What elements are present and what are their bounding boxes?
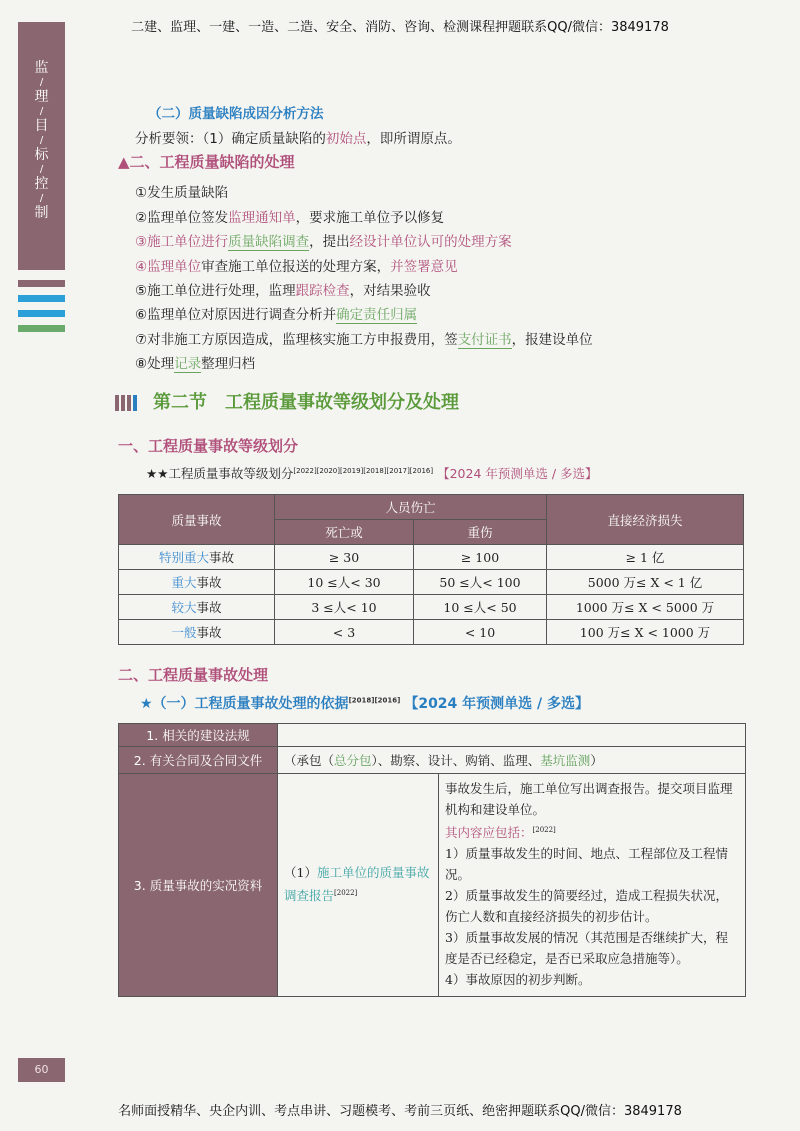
level-cell bbox=[119, 595, 275, 620]
level: 重大 bbox=[171, 575, 197, 590]
step-2 bbox=[135, 206, 444, 226]
level-cell bbox=[119, 545, 275, 570]
section-bars-icon bbox=[115, 395, 145, 411]
text: 整理归档 bbox=[201, 356, 256, 372]
section-title bbox=[115, 388, 459, 414]
table-row bbox=[119, 724, 746, 747]
sidebar-bar-3 bbox=[18, 310, 65, 317]
step-6 bbox=[135, 303, 417, 323]
text: ，即所谓原点。 bbox=[366, 131, 461, 147]
text: ⑧处理 bbox=[135, 356, 175, 372]
table-row bbox=[119, 620, 744, 645]
sidebar-char: 控 bbox=[34, 176, 49, 192]
keyword: 经设计单位认可的处理方案 bbox=[349, 234, 512, 250]
death-cell: < 3 bbox=[275, 620, 414, 645]
table-row bbox=[119, 570, 744, 595]
sidebar-char: 目 bbox=[34, 118, 49, 134]
col-casualty: 人员伤亡 bbox=[275, 495, 547, 520]
loss-cell: ≥ 1 亿 bbox=[547, 545, 744, 570]
text: ） bbox=[590, 753, 603, 768]
text: ，提出 bbox=[309, 234, 350, 250]
sidebar-bar-1 bbox=[18, 280, 65, 287]
step-5 bbox=[135, 279, 431, 299]
injury-cell: 50 ≤人< 100 bbox=[414, 570, 547, 595]
text: ⑦对非施工方原因造成，监理核实施工方申报费用，签 bbox=[135, 332, 458, 348]
keyword: 总分包 bbox=[334, 753, 372, 768]
level: 一般 bbox=[171, 625, 197, 640]
step-3 bbox=[135, 230, 512, 250]
text: ★★工程质量事故等级划分 bbox=[146, 466, 294, 481]
table-row bbox=[119, 595, 744, 620]
keyword: 质量缺陷调查 bbox=[228, 234, 310, 250]
text: ②监理单位签发 bbox=[135, 210, 229, 226]
grading-table bbox=[118, 494, 744, 645]
row-mid bbox=[278, 774, 439, 997]
step-1 bbox=[135, 181, 228, 201]
forecast: 【2024 年预测单选 / 多选】 bbox=[437, 466, 598, 481]
defect-analysis-line bbox=[135, 127, 461, 147]
loss-cell: 5000 万≤ X < 1 亿 bbox=[547, 570, 744, 595]
level-cell bbox=[119, 570, 275, 595]
detail-item: 2）质量事故发生的简要经过，造成工程损失状况，伤亡人数和直接经济损失的初步估计。 bbox=[445, 888, 728, 925]
sidebar-bar-4 bbox=[18, 325, 65, 332]
text: 分析要领：（1）确定质量缺陷的 bbox=[135, 131, 326, 147]
detail-intro: 事故发生后，施工单位写出调查报告。提交项目监理机构和建设单位。 bbox=[445, 781, 733, 817]
keyword: 基坑监测 bbox=[540, 753, 591, 768]
col-loss: 直接经济损失 bbox=[547, 495, 744, 545]
detail-item: 3）质量事故发展的情况（其范围是否继续扩大，程度是否已经稳定，是否已采取应急措施等）。 bbox=[445, 930, 728, 967]
section-title-text: 第二节 工程质量事故等级划分及处理 bbox=[153, 392, 459, 413]
text: ⑤施工单位进行处理，监理 bbox=[135, 283, 296, 299]
text: ★（一）工程质量事故处理的依据 bbox=[140, 696, 349, 712]
years: [2018][2016] bbox=[348, 696, 401, 705]
page-footer: 名师面授精华、央企内训、考点串讲、习题模考、考前三页纸、绝密押题联系QQ/微信：3849178 bbox=[118, 1104, 682, 1119]
injury-cell: ≥ 100 bbox=[414, 545, 547, 570]
table-row bbox=[119, 774, 746, 997]
chapter-sidebar bbox=[18, 22, 65, 270]
text: （1） bbox=[284, 865, 317, 881]
injury-cell: < 10 bbox=[414, 620, 547, 645]
text: ，对结果验收 bbox=[349, 283, 431, 299]
row-value bbox=[278, 724, 746, 747]
level: 较大 bbox=[171, 600, 197, 615]
keyword: 初始点 bbox=[325, 131, 367, 147]
row-label: 1. 相关的建设法规 bbox=[119, 724, 278, 747]
text: ，要求施工单位予以修复 bbox=[295, 210, 445, 226]
death-cell: 10 ≤人< 30 bbox=[275, 570, 414, 595]
suffix: 事故 bbox=[196, 575, 222, 590]
text: ，报建设单位 bbox=[511, 332, 593, 348]
level: 特别重大 bbox=[158, 550, 209, 565]
col-injury: 重伤 bbox=[414, 520, 547, 545]
loss-cell: 1000 万≤ X < 5000 万 bbox=[547, 595, 744, 620]
suffix: 事故 bbox=[196, 600, 222, 615]
grading-heading: 一、工程质量事故等级划分 bbox=[118, 437, 299, 455]
text: ⑥监理单位对原因进行调查分析并 bbox=[135, 307, 337, 323]
handling-table bbox=[118, 723, 746, 997]
text: ③施工单位进行 bbox=[135, 234, 229, 250]
text: 其内容应包括： bbox=[445, 825, 533, 841]
keyword: 确定责任归属 bbox=[336, 307, 418, 323]
step-7 bbox=[135, 328, 593, 348]
text: ④监理单位 bbox=[135, 259, 202, 275]
text: ）、勘察、设计、购销、监理、 bbox=[371, 753, 541, 768]
table-row bbox=[119, 747, 746, 774]
keyword: 支付证书 bbox=[457, 332, 512, 348]
years: [2022] bbox=[532, 826, 556, 834]
row-detail bbox=[439, 774, 746, 997]
keyword: 监理通知单 bbox=[228, 210, 296, 226]
sidebar-char: 制 bbox=[34, 205, 49, 221]
step-4 bbox=[135, 255, 458, 275]
page-number: 60 bbox=[18, 1058, 65, 1082]
years: [2022][2020][2019][2018][2017][2016] bbox=[293, 466, 434, 475]
keyword: 记录 bbox=[174, 356, 202, 372]
col-death: 死亡或 bbox=[275, 520, 414, 545]
defect-handling-heading: ▲二、工程质量缺陷的处理 bbox=[118, 153, 295, 171]
sidebar-char: 标 bbox=[34, 147, 49, 163]
sidebar-char: 监 bbox=[34, 60, 49, 76]
defect-analysis-heading: （二）质量缺陷成因分析方法 bbox=[148, 106, 324, 122]
keyword: 施工单位的质量事故调查报告 bbox=[284, 865, 430, 904]
sidebar-bar-2 bbox=[18, 295, 65, 302]
step-8 bbox=[135, 352, 255, 372]
text: 审查施工单位报送的处理方案， bbox=[201, 259, 391, 275]
text: （承包（ bbox=[284, 753, 335, 768]
forecast: 【2024 年预测单选 / 多选】 bbox=[404, 696, 590, 712]
sidebar-char: 理 bbox=[34, 89, 49, 105]
suffix: 事故 bbox=[196, 625, 222, 640]
level-cell bbox=[119, 620, 275, 645]
row-label: 2. 有关合同及合同文件 bbox=[119, 747, 278, 774]
loss-cell: 100 万≤ X < 1000 万 bbox=[547, 620, 744, 645]
suffix: 事故 bbox=[209, 550, 235, 565]
page-header: 二建、监理、一建、一造、二造、安全、消防、咨询、检测课程押题联系QQ/微信：3849178 bbox=[131, 20, 669, 35]
detail-item: 1）质量事故发生的时间、地点、工程部位及工程情况。 bbox=[445, 846, 728, 883]
text: ①发生质量缺陷 bbox=[135, 185, 229, 201]
handling-subheading bbox=[140, 693, 589, 713]
handling-heading: 二、工程质量事故处理 bbox=[118, 666, 269, 684]
injury-cell: 10 ≤人< 50 bbox=[414, 595, 547, 620]
grading-subheading bbox=[146, 464, 598, 482]
death-cell: ≥ 30 bbox=[275, 545, 414, 570]
sidebar-chars: 监 / 理 / 目 / 标 / 控 / 制 bbox=[18, 58, 65, 224]
detail-item: 4）事故原因的初步判断。 bbox=[445, 972, 591, 988]
keyword: 跟踪检查 bbox=[295, 283, 350, 299]
years: [2022] bbox=[334, 889, 358, 898]
death-cell: 3 ≤人< 10 bbox=[275, 595, 414, 620]
row-value bbox=[278, 747, 746, 774]
col-accident: 质量事故 bbox=[119, 495, 275, 545]
table-row bbox=[119, 545, 744, 570]
detail-contains bbox=[445, 820, 739, 843]
row-label: 3. 质量事故的实况资料 bbox=[119, 774, 278, 997]
keyword: 并签署意见 bbox=[390, 259, 458, 275]
